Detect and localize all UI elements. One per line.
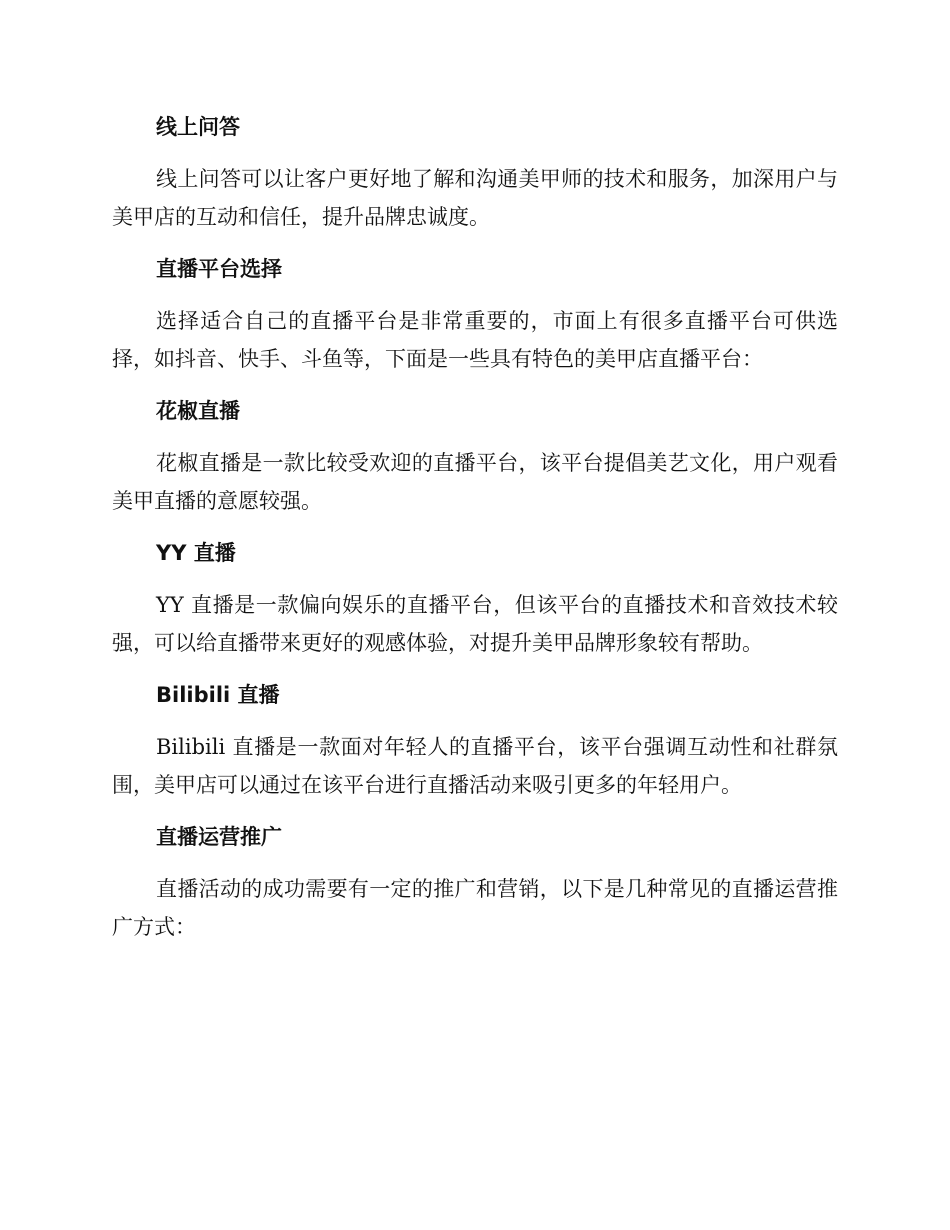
section-body-promotion: 直播活动的成功需要有一定的推广和营销，以下是几种常见的直播运营推广方式： xyxy=(112,877,838,939)
section-heading-yy: YY 直播 xyxy=(156,541,236,565)
section-heading-bilibili: Bilibili 直播 xyxy=(156,683,280,707)
section-body-yy: YY 直播是一款偏向娱乐的直播平台，但该平台的直播技术和音效技术较强，可以给直播带来更好的观感体验，对提升美甲品牌形象较有帮助。 xyxy=(112,593,838,655)
section-body-platform-choice: 选择适合自己的直播平台是非常重要的，市面上有很多直播平台可供选择，如抖音、快手、斗鱼等，下面是一些具有特色的美甲店直播平台： xyxy=(112,309,838,371)
section-body-online-qa: 线上问答可以让客户更好地了解和沟通美甲师的技术和服务，加深用户与美甲店的互动和信任，提升品牌忠诚度。 xyxy=(112,167,838,229)
section-heading-platform-choice: 直播平台选择 xyxy=(156,257,282,281)
section-heading-promotion: 直播运营推广 xyxy=(156,825,282,849)
section-body-bilibili: Bilibili 直播是一款面对年轻人的直播平台，该平台强调互动性和社群氛围，美甲店可以通过在该平台进行直播活动来吸引更多的年轻用户。 xyxy=(112,735,838,797)
section-heading-huajiao: 花椒直播 xyxy=(156,399,240,423)
section-heading-online-qa: 线上问答 xyxy=(156,115,240,139)
section-body-huajiao: 花椒直播是一款比较受欢迎的直播平台，该平台提倡美艺文化，用户观看美甲直播的意愿较强。 xyxy=(112,451,838,513)
